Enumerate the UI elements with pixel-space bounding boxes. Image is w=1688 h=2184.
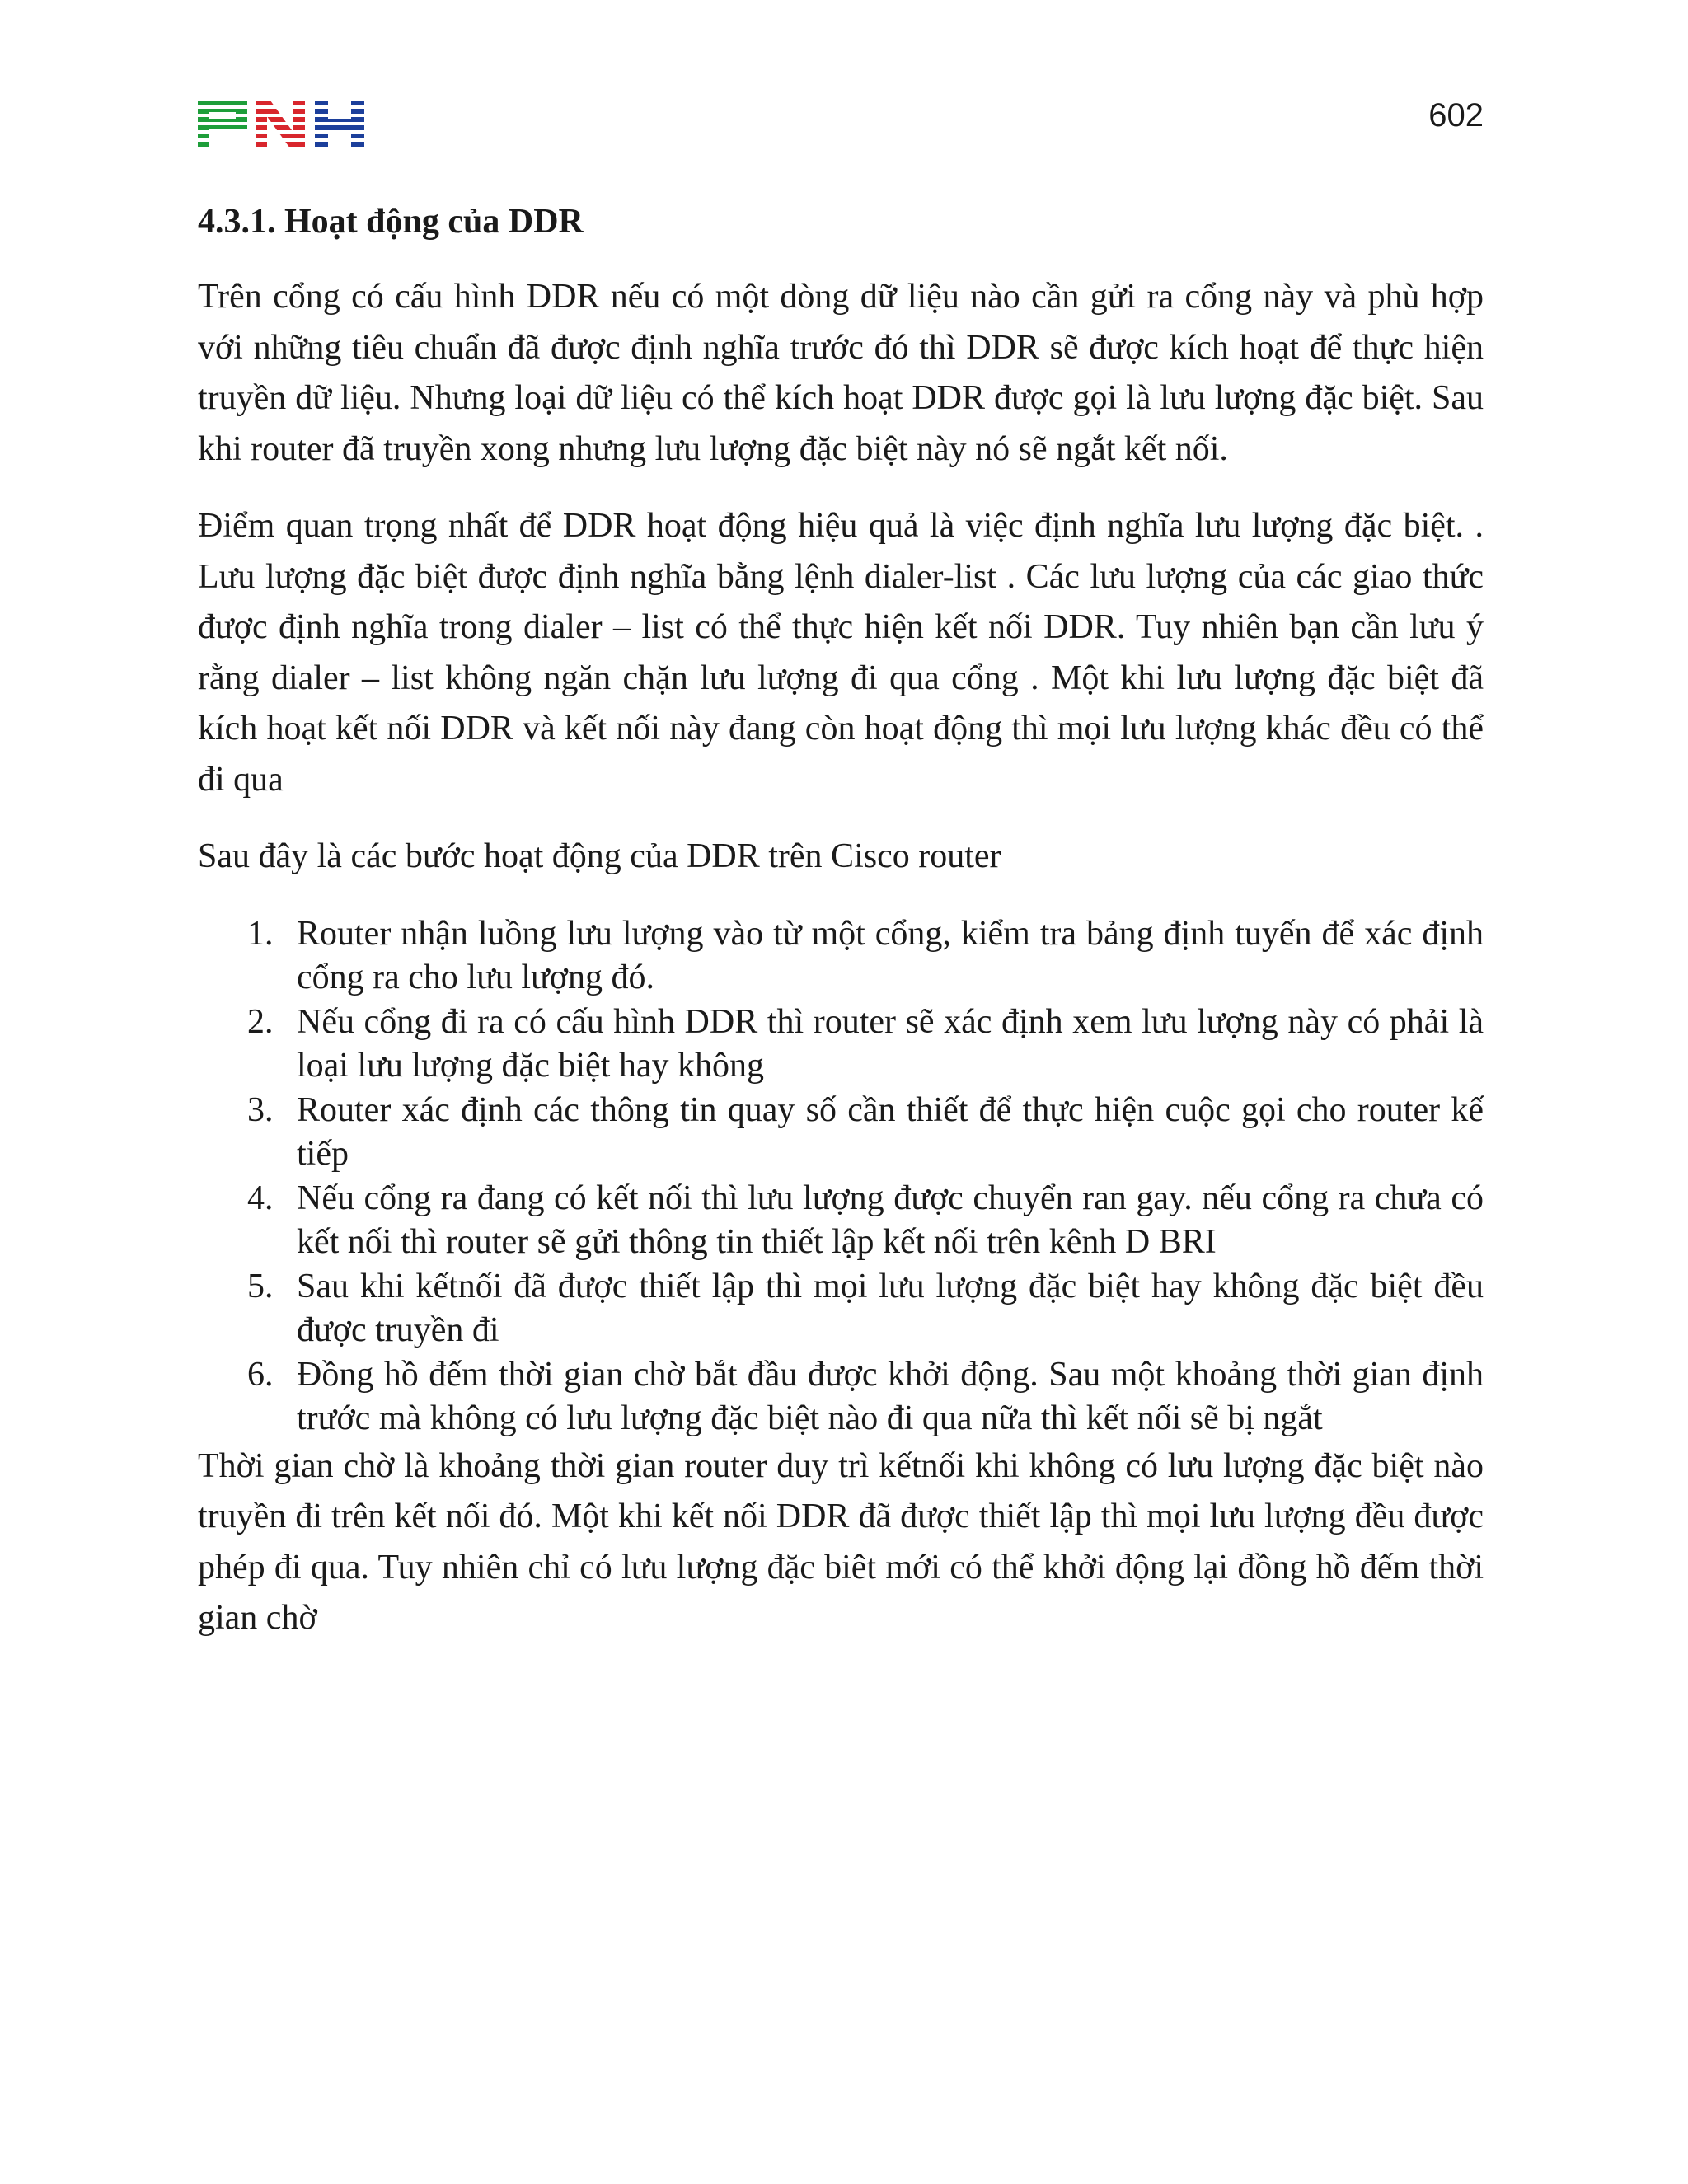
list-number: 6. [247,1355,274,1394]
list-item [247,912,1484,1000]
logo-letter-n [256,101,305,148]
list-item-text: Đồng hồ đếm thời gian chờ bắt đầu được khởi động. Sau một khoảng thời gian định trước mà không có lưu lượng đặc biệt nào đi qua nữa thì kết nối sẽ bị ngắt [297,1355,1484,1437]
section-heading: 4.3.1. Hoạt động của DDR [198,203,584,241]
list-number: 5. [247,1267,274,1305]
list-number: 2. [247,1002,274,1041]
closing-paragraph: Thời gian chờ là khoảng thời gian router duy trì kếtnối khi không có lưu lượng đặc biệt nào truyền đi trên kết nối đó. Một khi kết nối DDR đã được thiết lập thì mọi lưu lượng đều được phép đi qua. Tuy nhiên chỉ có lưu lượng đặc biêt mới có thể khởi động lại đồng hồ đếm thời gian chờ [198,1446,1484,1637]
list-item [247,1353,1484,1441]
list-item-text: Router xác định các thông tin quay số cần thiết để thực hiện cuộc gọi cho router kế tiếp [297,1090,1484,1173]
pnh-logo [198,101,364,148]
page-content [198,198,1484,1671]
paragraph-1: Trên cổng có cấu hình DDR nếu có một dòng dữ liệu nào cần gửi ra cổng này và phù hợp với những tiêu chuẩn đã được định nghĩa trước đó thì DDR sẽ được kích hoạt để thực hiện truyền dữ liệu. Nhưng loại dữ liệu có thể kích hoạt DDR được gọi là lưu lượng đặc biệt. Sau khi router đã truyền xong nhưng lưu lượng đặc biệt này nó sẽ ngắt kết nối. [198,278,1484,468]
steps-list [198,912,1484,1441]
logo-letter-h [315,101,364,148]
list-item [247,1265,1484,1352]
logo-letter-p [198,101,247,148]
page-number: 602 [1428,97,1484,134]
list-number: 1. [247,914,274,953]
paragraph-2: Điểm quan trọng nhất để DDR hoạt động hiệu quả là việc định nghĩa lưu lượng đặc biệt. . Lưu lượng đặc biệt được định nghĩa bằng lệnh dialer-list . Các lưu lượng của các giao thức được định nghĩa trong dialer – list có thể thực hiện kết nối DDR. Tuy nhiên bạn cần lưu ý rằng dialer – list không ngăn chặn lưu lượng đi qua cổng . Một khi lưu lượng đặc biệt đã kích hoạt kết nối DDR và kết nối này đang còn hoạt động thì mọi lưu lượng khác đều có thể đi qua [198,507,1484,799]
paragraph-3: Sau đây là các bước hoạt động của DDR trên Cisco router [198,837,1001,875]
list-item-text: Sau khi kếtnối đã được thiết lập thì mọi lưu lượng đặc biệt hay không đặc biệt đều được truyền đi [297,1267,1484,1349]
list-item [247,1177,1484,1264]
list-item-text: Nếu cổng ra đang có kết nối thì lưu lượng được chuyển ran gay. nếu cổng ra chưa có kết nối thì router sẽ gửi thông tin thiết lập kết nối trên kênh D BRI [297,1179,1484,1261]
list-item [247,1001,1484,1088]
list-item-text: Nếu cổng đi ra có cấu hình DDR thì router sẽ xác định xem lưu lượng này có phải là loại lưu lượng đặc biệt hay không [297,1002,1484,1085]
list-item [247,1089,1484,1176]
list-number: 4. [247,1179,274,1217]
list-number: 3. [247,1090,274,1129]
list-item-text: Router nhận luồng lưu lượng vào từ một cổng, kiểm tra bảng định tuyến để xác định cổng ra cho lưu lượng đó. [297,914,1484,996]
